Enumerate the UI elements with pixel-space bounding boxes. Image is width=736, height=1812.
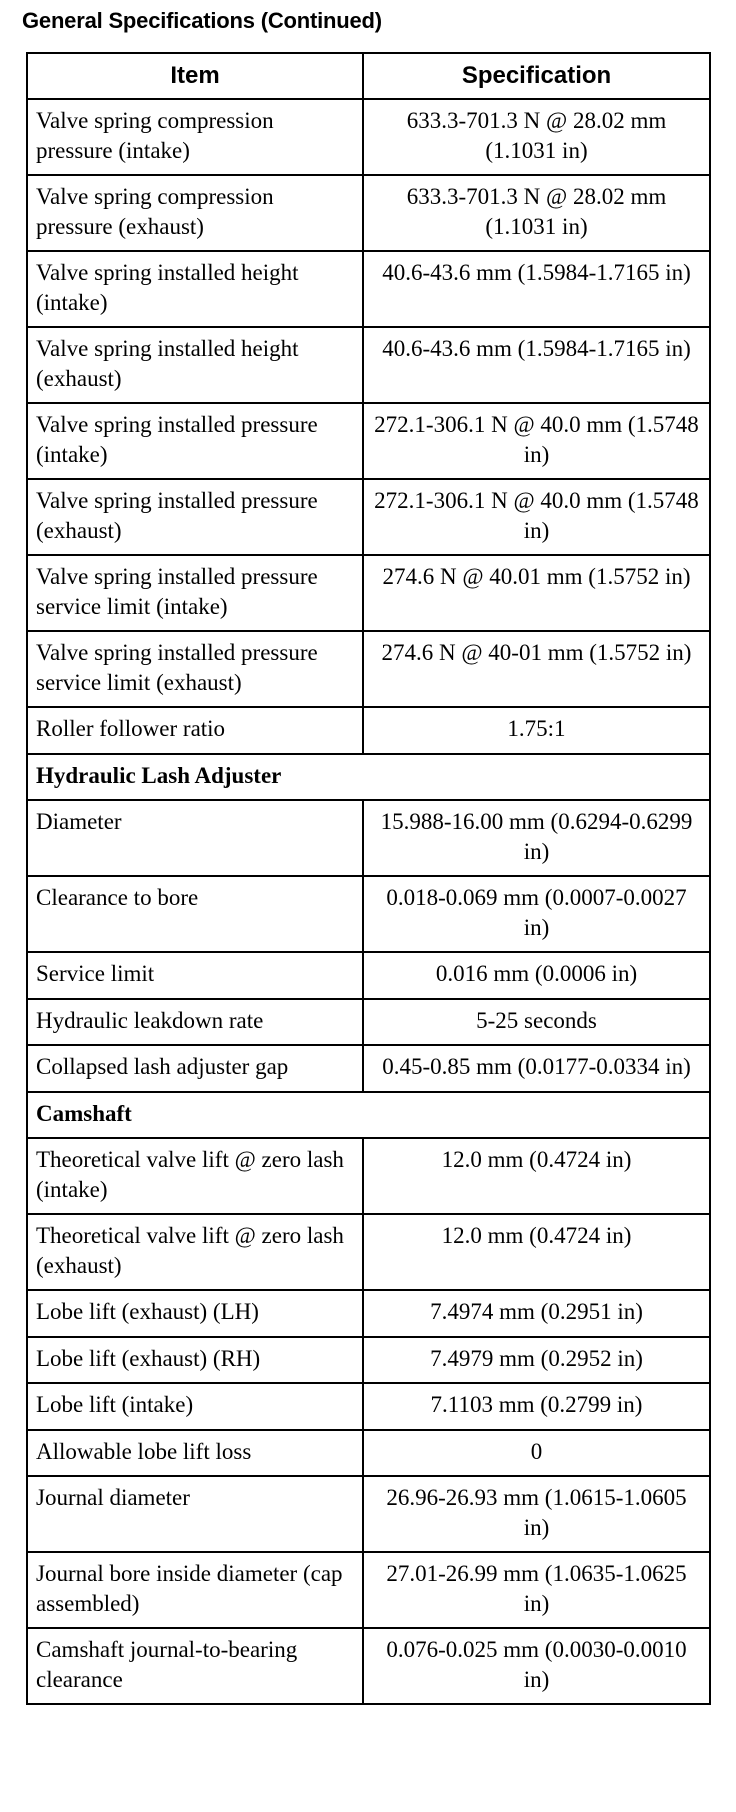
item-cell: Collapsed lash adjuster gap (27, 1045, 363, 1092)
table-row (27, 175, 710, 251)
specification-cell: 5-25 seconds (363, 999, 710, 1046)
item-cell: Lobe lift (exhaust) (LH) (27, 1290, 363, 1337)
specification-cell: 0.018-0.069 mm (0.0007-0.0027 in) (363, 876, 710, 952)
specification-cell: 7.4979 mm (0.2952 in) (363, 1337, 710, 1384)
specification-cell: 0 (363, 1430, 710, 1477)
item-cell: Allowable lobe lift loss (27, 1430, 363, 1477)
item-cell: Journal diameter (27, 1476, 363, 1552)
item-cell: Diameter (27, 800, 363, 876)
table-row (27, 952, 710, 999)
table-row (27, 1383, 710, 1430)
specification-cell: 15.988-16.00 mm (0.6294-0.6299 in) (363, 800, 710, 876)
table-row (27, 1290, 710, 1337)
item-cell: Valve spring installed pressure service limit (exhaust) (27, 631, 363, 707)
specification-cell: 633.3-701.3 N @ 28.02 mm (1.1031 in) (363, 99, 710, 175)
table-row (27, 327, 710, 403)
specification-cell: 26.96-26.93 mm (1.0615-1.0605 in) (363, 1476, 710, 1552)
specification-cell: 1.75:1 (363, 707, 710, 754)
specification-cell: 27.01-26.99 mm (1.0635-1.0625 in) (363, 1552, 710, 1628)
section-title: Hydraulic Lash Adjuster (27, 754, 710, 801)
table-header-row (27, 53, 710, 99)
table-row (27, 1045, 710, 1092)
specification-cell: 272.1-306.1 N @ 40.0 mm (1.5748 in) (363, 479, 710, 555)
specification-cell: 272.1-306.1 N @ 40.0 mm (1.5748 in) (363, 403, 710, 479)
table-row (27, 251, 710, 327)
table-row (27, 1476, 710, 1552)
specification-cell: 274.6 N @ 40-01 mm (1.5752 in) (363, 631, 710, 707)
item-cell: Theoretical valve lift @ zero lash (intake) (27, 1138, 363, 1214)
table-row (27, 555, 710, 631)
table-row (27, 479, 710, 555)
specification-cell: 7.1103 mm (0.2799 in) (363, 1383, 710, 1430)
table-row (27, 1337, 710, 1384)
table-row (27, 631, 710, 707)
table-row (27, 1214, 710, 1290)
item-cell: Lobe lift (intake) (27, 1383, 363, 1430)
specification-cell: 274.6 N @ 40.01 mm (1.5752 in) (363, 555, 710, 631)
item-cell: Valve spring compression pressure (exhaust) (27, 175, 363, 251)
specification-cell: 12.0 mm (0.4724 in) (363, 1214, 710, 1290)
column-header-item: Item (27, 53, 363, 99)
specification-cell: 40.6-43.6 mm (1.5984-1.7165 in) (363, 251, 710, 327)
table-row (27, 876, 710, 952)
specification-cell: 0.016 mm (0.0006 in) (363, 952, 710, 999)
item-cell: Valve spring installed pressure service limit (intake) (27, 555, 363, 631)
table-row (27, 800, 710, 876)
specification-cell: 7.4974 mm (0.2951 in) (363, 1290, 710, 1337)
column-header-specification: Specification (363, 53, 710, 99)
table-row (27, 999, 710, 1046)
item-cell: Valve spring compression pressure (intake) (27, 99, 363, 175)
section-title: Camshaft (27, 1092, 710, 1139)
table-row (27, 1628, 710, 1704)
specification-cell: 12.0 mm (0.4724 in) (363, 1138, 710, 1214)
item-cell: Hydraulic leakdown rate (27, 999, 363, 1046)
table-row (27, 1138, 710, 1214)
table-body (27, 99, 710, 1704)
table-row (27, 1430, 710, 1477)
specification-cell: 0.076-0.025 mm (0.0030-0.0010 in) (363, 1628, 710, 1704)
item-cell: Valve spring installed pressure (exhaust) (27, 479, 363, 555)
specification-cell: 633.3-701.3 N @ 28.02 mm (1.1031 in) (363, 175, 710, 251)
section-header-row (27, 754, 710, 801)
table-row (27, 403, 710, 479)
specification-cell: 40.6-43.6 mm (1.5984-1.7165 in) (363, 327, 710, 403)
section-header-row (27, 1092, 710, 1139)
item-cell: Service limit (27, 952, 363, 999)
table-row (27, 707, 710, 754)
item-cell: Clearance to bore (27, 876, 363, 952)
item-cell: Theoretical valve lift @ zero lash (exhaust) (27, 1214, 363, 1290)
specification-cell: 0.45-0.85 mm (0.0177-0.0334 in) (363, 1045, 710, 1092)
table-row (27, 99, 710, 175)
item-cell: Lobe lift (exhaust) (RH) (27, 1337, 363, 1384)
page-title: General Specifications (Continued) (22, 8, 382, 33)
item-cell: Camshaft journal-to-bearing clearance (27, 1628, 363, 1704)
item-cell: Roller follower ratio (27, 707, 363, 754)
table-row (27, 1552, 710, 1628)
item-cell: Valve spring installed height (exhaust) (27, 327, 363, 403)
item-cell: Valve spring installed height (intake) (27, 251, 363, 327)
item-cell: Journal bore inside diameter (cap assembled) (27, 1552, 363, 1628)
item-cell: Valve spring installed pressure (intake) (27, 403, 363, 479)
specifications-table (26, 52, 711, 1705)
